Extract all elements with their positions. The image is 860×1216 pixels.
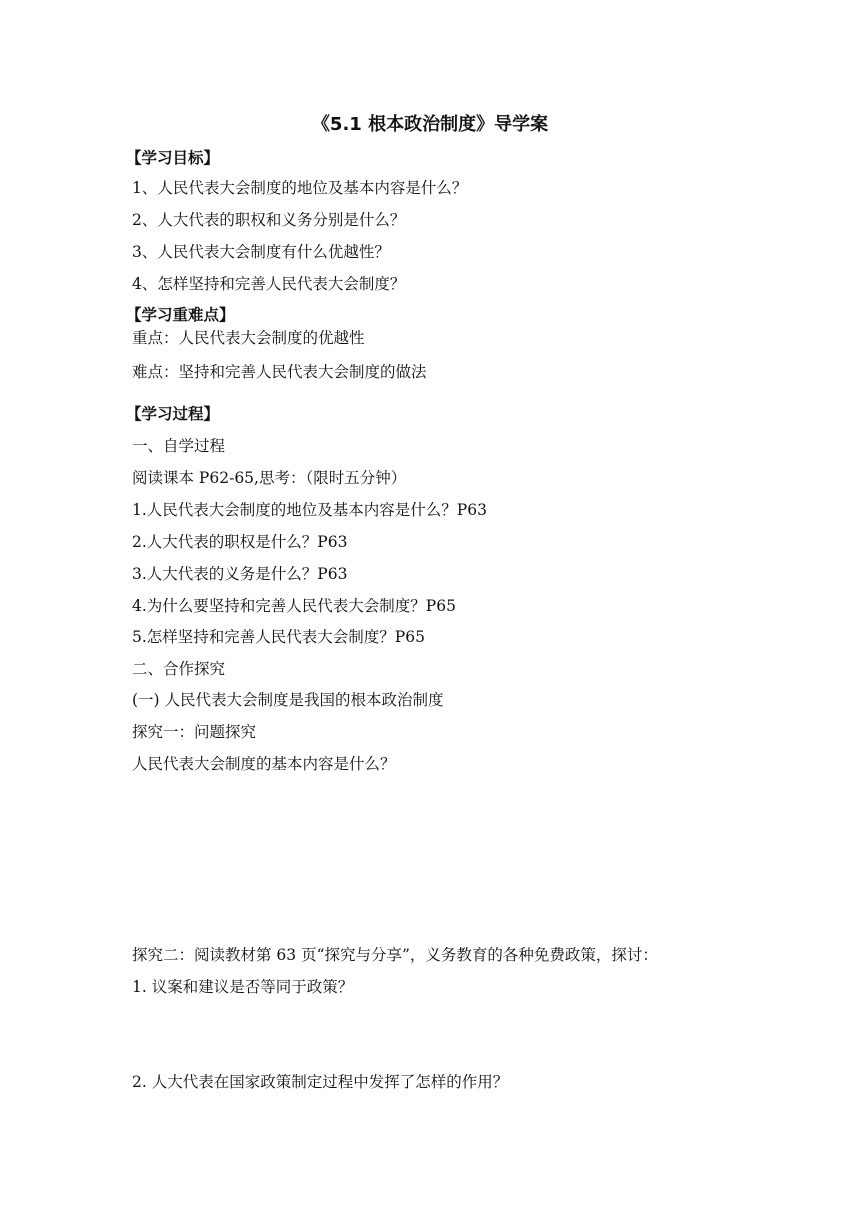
- inquiry-1-title: 探究一：问题探究: [132, 723, 257, 741]
- objective-item-4: 4、怎样坚持和完善人民代表大会制度？: [132, 275, 406, 293]
- self-study-question-4: 4.为什么要坚持和完善人民代表大会制度？P65: [132, 597, 456, 615]
- self-study-heading: 一、自学过程: [132, 437, 226, 455]
- objective-item-3: 3、人民代表大会制度有什么优越性？: [132, 243, 390, 261]
- objective-item-2: 2、人大代表的职权和义务分别是什么？: [132, 211, 406, 229]
- key-point-difficulty: 难点：坚持和完善人民代表大会制度的做法: [132, 363, 427, 381]
- self-study-intro: 阅读课本 P62-65,思考：（限时五分钟）: [132, 469, 407, 487]
- inquiry-2-title: 探究二：阅读教材第 63 页“探究与分享”，义务教育的各种免费政策，探讨：: [132, 946, 658, 964]
- self-study-question-2: 2.人大代表的职权是什么？P63: [132, 533, 348, 551]
- document-title: 《5.1 根本政治制度》导学案: [311, 114, 549, 135]
- self-study-question-5: 5.怎样坚持和完善人民代表大会制度？P65: [132, 628, 425, 646]
- inquiry-2-question-1: 1. 议案和建议是否等同于政策？: [132, 978, 354, 996]
- self-study-question-3: 3.人大代表的义务是什么？P63: [132, 565, 348, 583]
- inquiry-1-question: 人民代表大会制度的基本内容是什么？: [132, 755, 396, 773]
- process-heading: 【学习过程】: [126, 405, 220, 423]
- cooperation-section-1: (一) 人民代表大会制度是我国的根本政治制度: [132, 691, 444, 709]
- inquiry-2-question-2: 2. 人大代表在国家政策制定过程中发挥了怎样的作用？: [132, 1073, 509, 1091]
- cooperation-heading: 二、合作探究: [132, 660, 226, 678]
- objective-item-1: 1、人民代表大会制度的地位及基本内容是什么？: [132, 179, 468, 197]
- key-points-heading: 【学习重难点】: [126, 306, 235, 324]
- key-point-focus: 重点：人民代表大会制度的优越性: [132, 329, 365, 347]
- self-study-question-1: 1.人民代表大会制度的地位及基本内容是什么？P63: [132, 501, 487, 519]
- objectives-heading: 【学习目标】: [126, 149, 220, 167]
